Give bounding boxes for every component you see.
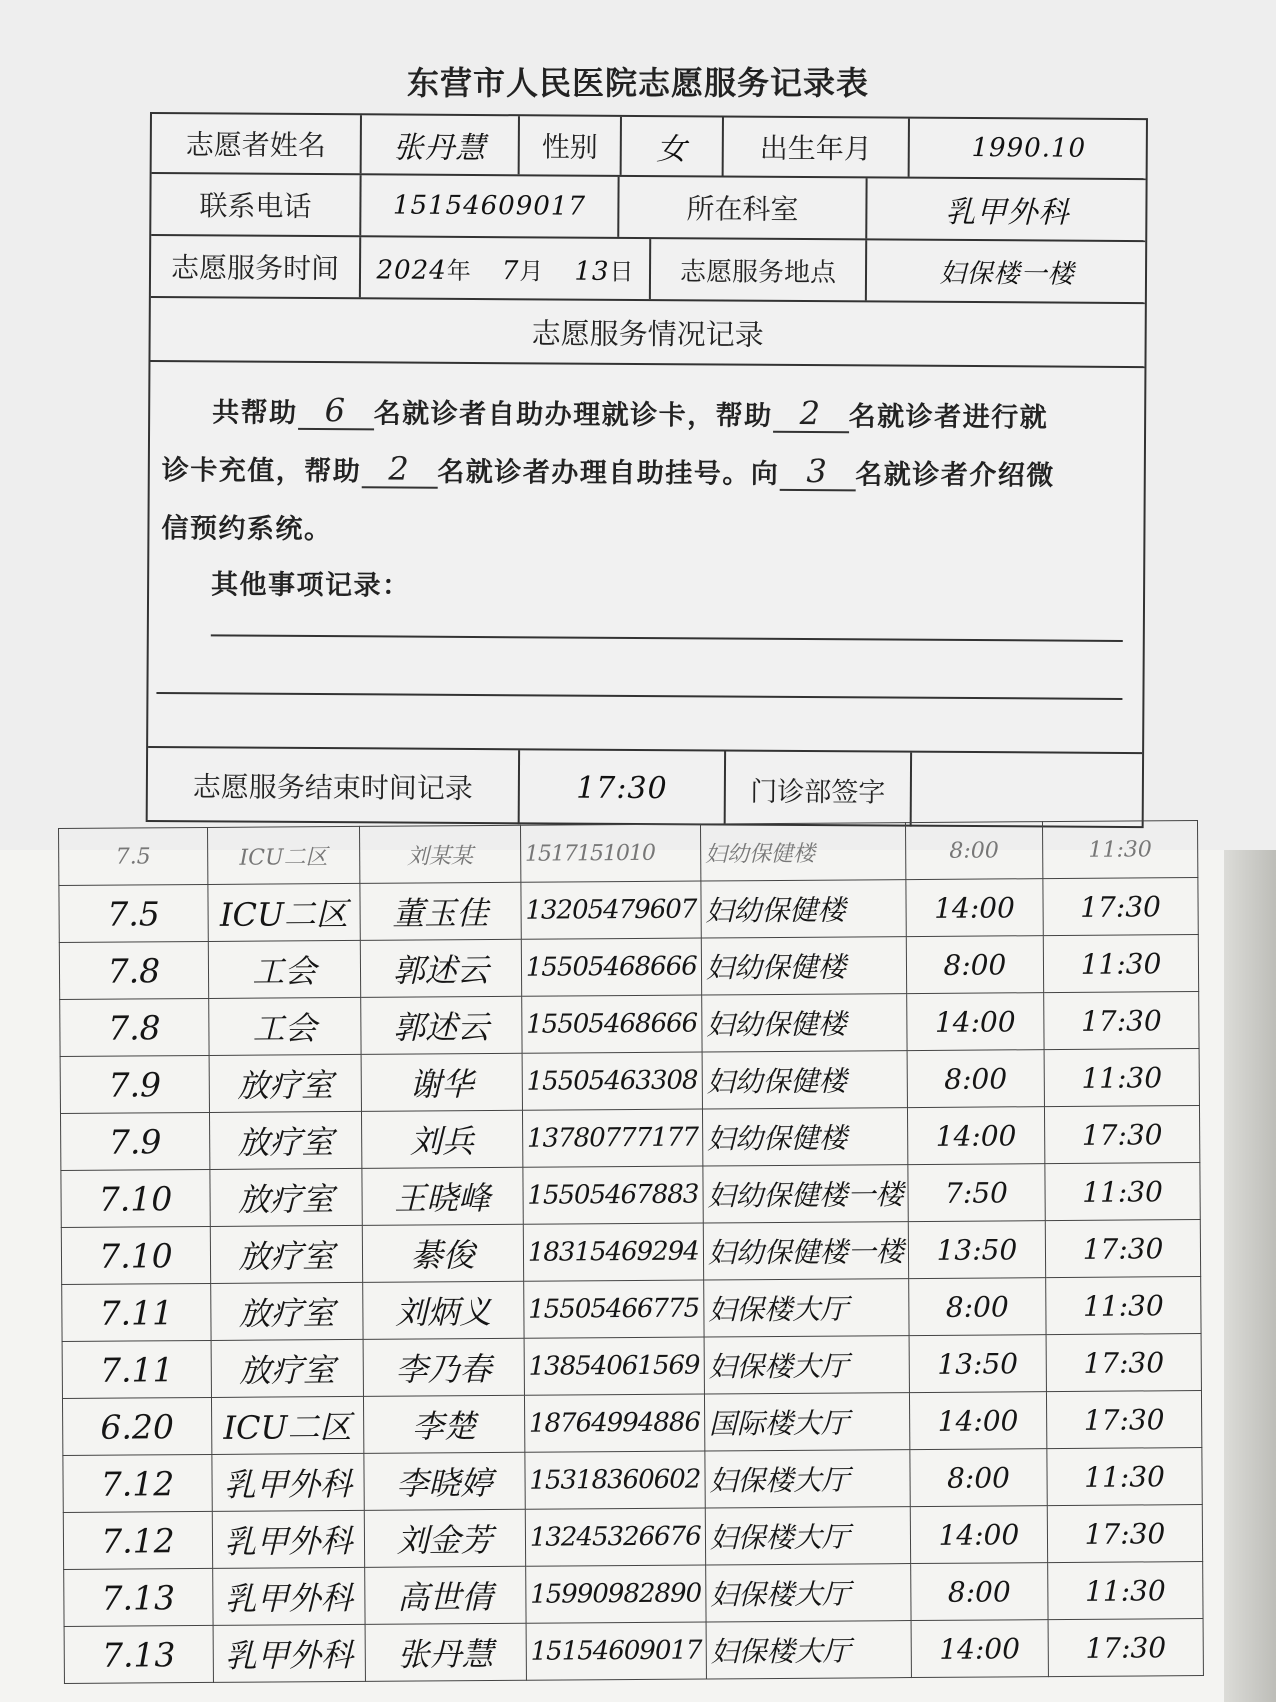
- log-cell-end: 17:30: [1044, 1106, 1199, 1164]
- log-cell-end: 17:30: [1048, 1619, 1203, 1677]
- value-service-place: 妇保楼一楼: [939, 258, 1075, 290]
- log-cell-start: 14:00: [909, 1392, 1047, 1450]
- log-cell-dept: 工会: [208, 940, 360, 998]
- log-cell-start: 8:00: [907, 1050, 1045, 1108]
- log-row: [62, 1334, 1201, 1399]
- log-cell-end: 11:30: [1048, 1562, 1203, 1620]
- label-end-time: 志愿服务结束时间记录: [148, 748, 520, 824]
- log-row: [59, 935, 1198, 1000]
- log-cell-phone: 15505467883: [523, 1166, 703, 1224]
- log-row: [59, 821, 1198, 886]
- log-cell-end: 11:30: [1042, 821, 1197, 879]
- log-cell-phone: 1517151010: [520, 824, 700, 882]
- log-cell-phone: 13205479607: [521, 881, 701, 939]
- log-row: [59, 878, 1198, 943]
- log-cell-phone: 18315469294: [523, 1223, 703, 1281]
- log-cell-dept: 乳甲外科: [212, 1510, 364, 1568]
- log-cell-end: 17:30: [1046, 1391, 1201, 1449]
- log-cell-start: 8:00: [906, 936, 1044, 994]
- log-cell-dept: ICU二区: [211, 1396, 363, 1454]
- log-cell-dept: ICU二区: [207, 826, 359, 884]
- record-line-2: 诊卡充值，帮助 2 名就诊者办理自助挂号。向 3 名就诊者介绍微: [161, 449, 1055, 492]
- log-cell-name: 谢华: [361, 1053, 522, 1111]
- section-header: 志愿服务情况记录: [150, 298, 1144, 368]
- log-cell-name: 王晓峰: [362, 1167, 523, 1225]
- log-cell-place: 妇幼保健楼: [701, 994, 906, 1052]
- log-cell-dept: 放疗室: [210, 1168, 362, 1226]
- volunteer-log-table: [58, 820, 1204, 1684]
- log-cell-name: 李晓婷: [364, 1452, 525, 1510]
- log-cell-name: 刘兵: [361, 1110, 522, 1168]
- value-month: 7: [501, 255, 520, 286]
- other-records-line-2: [156, 692, 1122, 700]
- log-cell-place: 妇幼保健楼: [702, 1051, 907, 1109]
- log-cell-place: 妇幼保健楼: [701, 880, 906, 938]
- log-cell-phone: 15505466775: [523, 1280, 703, 1338]
- log-cell-name: 郭述云: [360, 939, 521, 997]
- log-cell-date: 7.8: [59, 941, 208, 999]
- log-row: [60, 1106, 1199, 1171]
- record-line-3: 信预约系统。: [161, 513, 333, 546]
- log-cell-place: 妇保楼大厅: [705, 1450, 910, 1508]
- log-cell-start: 7:50: [908, 1164, 1046, 1222]
- value-year: 2024: [376, 254, 447, 286]
- log-cell-phone: 18764994886: [524, 1394, 704, 1452]
- log-cell-place: 妇保楼大厅: [706, 1621, 911, 1679]
- count-card-help: 6: [298, 392, 374, 430]
- label-phone: 联系电话: [151, 174, 361, 235]
- log-cell-start: 14:00: [911, 1620, 1049, 1678]
- log-cell-end: 11:30: [1044, 1049, 1199, 1107]
- log-cell-start: 14:00: [910, 1506, 1048, 1564]
- log-cell-place: 妇幼保健楼一楼: [703, 1222, 908, 1280]
- row-end-time: [148, 746, 1142, 828]
- log-cell-name: 刘炳义: [362, 1281, 523, 1339]
- log-cell-name: 刘金芳: [364, 1509, 525, 1567]
- log-cell-end: 11:30: [1046, 1277, 1201, 1335]
- log-cell-end: 11:30: [1043, 935, 1198, 993]
- log-cell-name: 郭述云: [360, 996, 521, 1054]
- log-cell-dept: 放疗室: [211, 1282, 363, 1340]
- value-service-date: [361, 237, 651, 299]
- log-cell-dept: ICU二区: [208, 883, 360, 941]
- other-records-label: 其他事项记录：: [211, 569, 411, 602]
- year-unit: 年: [446, 256, 471, 285]
- log-cell-date: 6.20: [62, 1397, 211, 1455]
- label-birth: 出生年月: [724, 118, 910, 177]
- label-department: 所在科室: [619, 177, 867, 239]
- log-cell-dept: 放疗室: [210, 1225, 362, 1283]
- log-cell-phone: 13780777177: [522, 1109, 702, 1167]
- log-row: [61, 1163, 1200, 1228]
- log-cell-place: 妇保楼大厅: [705, 1564, 910, 1622]
- log-cell-date: 7.11: [62, 1283, 211, 1341]
- log-cell-end: 17:30: [1046, 1334, 1201, 1392]
- value-signature: [912, 753, 1144, 828]
- log-cell-start: 8:00: [905, 822, 1043, 880]
- log-cell-place: 妇保楼大厅: [703, 1279, 908, 1337]
- label-volunteer-name: 志愿者姓名: [152, 114, 362, 173]
- log-cell-dept: 工会: [209, 997, 361, 1055]
- label-gender: 性别: [520, 116, 622, 175]
- count-recharge-help: 2: [773, 395, 849, 433]
- label-service-time: 志愿服务时间: [151, 236, 361, 297]
- value-gender: 女: [622, 117, 724, 176]
- log-cell-dept: 放疗室: [209, 1054, 361, 1112]
- form-title: 东营市人民医院志愿服务记录表: [406, 64, 869, 102]
- log-cell-name: 董玉佳: [360, 882, 521, 940]
- count-wechat-intro: 3: [779, 453, 855, 491]
- log-cell-name: 张丹慧: [365, 1623, 526, 1681]
- log-cell-date: 7.9: [60, 1112, 209, 1170]
- log-cell-name: 綦俊: [362, 1224, 523, 1282]
- log-cell-start: 14:00: [906, 993, 1044, 1051]
- other-records-line-1: [211, 634, 1123, 642]
- log-cell-place: 国际楼大厅: [704, 1393, 909, 1451]
- log-cell-place: 妇保楼大厅: [704, 1336, 909, 1394]
- log-cell-end: 17:30: [1045, 1220, 1200, 1278]
- value-volunteer-name: 张丹慧: [362, 115, 520, 174]
- log-cell-phone: 15505463308: [522, 1052, 702, 1110]
- log-cell-dept: 乳甲外科: [213, 1624, 365, 1682]
- log-row: [64, 1562, 1203, 1627]
- row-name-gender-birth: [152, 114, 1146, 180]
- log-cell-phone: 15505468666: [521, 938, 701, 996]
- value-department: 乳甲外科: [945, 194, 1070, 231]
- log-cell-dept: 放疗室: [211, 1339, 363, 1397]
- log-cell-date: 7.9: [60, 1055, 209, 1113]
- log-row: [62, 1277, 1201, 1342]
- log-cell-date: 7.5: [59, 884, 208, 942]
- log-cell-end: 11:30: [1047, 1448, 1202, 1506]
- log-row: [61, 1220, 1200, 1285]
- record-body: [148, 362, 1144, 748]
- log-row: [62, 1391, 1201, 1456]
- label-service-place: 志愿服务地点: [651, 239, 867, 300]
- log-cell-place: 妇保楼大厅: [705, 1507, 910, 1565]
- row-service-time-place: [151, 236, 1145, 304]
- log-cell-phone: 15990982890: [525, 1565, 705, 1623]
- log-cell-start: 14:00: [906, 879, 1044, 937]
- log-cell-phone: 13245326676: [525, 1508, 705, 1566]
- log-cell-name: 刘某某: [359, 825, 520, 883]
- log-cell-end: 17:30: [1044, 992, 1199, 1050]
- service-record-form-photo: [0, 0, 1276, 850]
- log-cell-phone: 15318360602: [525, 1451, 705, 1509]
- value-birth: 1990.10: [971, 133, 1087, 164]
- log-cell-name: 李乃春: [363, 1338, 524, 1396]
- log-cell-date: 7.13: [64, 1625, 213, 1683]
- log-cell-date: 7.8: [60, 998, 209, 1056]
- log-cell-start: 8:00: [908, 1278, 1046, 1336]
- log-cell-place: 妇幼保健楼一楼: [703, 1165, 908, 1223]
- log-cell-start: 13:50: [908, 1221, 1046, 1279]
- log-row: [60, 1049, 1199, 1114]
- log-cell-place: 妇幼保健楼: [702, 1108, 907, 1166]
- day-unit: 日: [609, 257, 634, 286]
- log-row: [64, 1619, 1203, 1684]
- log-row: [63, 1505, 1202, 1570]
- log-cell-date: 7.10: [61, 1169, 210, 1227]
- log-cell-phone: 15154609017: [526, 1622, 706, 1680]
- log-cell-start: 13:50: [909, 1335, 1047, 1393]
- month-unit: 月: [519, 256, 544, 285]
- log-cell-name: 高世倩: [364, 1566, 525, 1624]
- log-cell-phone: 13854061569: [524, 1337, 704, 1395]
- log-cell-date: 7.13: [64, 1568, 213, 1626]
- log-cell-date: 7.12: [63, 1454, 212, 1512]
- log-cell-dept: 放疗室: [209, 1111, 361, 1169]
- log-cell-dept: 乳甲外科: [212, 1453, 364, 1511]
- log-cell-date: 7.11: [62, 1340, 211, 1398]
- volunteer-log-sheet-photo: [0, 836, 1276, 1702]
- log-cell-name: 李楚: [363, 1395, 524, 1453]
- log-cell-end: 17:30: [1043, 878, 1198, 936]
- log-cell-phone: 15505468666: [521, 995, 701, 1053]
- log-cell-start: 8:00: [910, 1449, 1048, 1507]
- log-cell-end: 17:30: [1047, 1505, 1202, 1563]
- log-cell-place: 妇幼保健楼: [701, 937, 906, 995]
- log-cell-start: 8:00: [910, 1563, 1048, 1621]
- count-register-help: 2: [361, 450, 437, 488]
- log-row: [60, 992, 1199, 1057]
- log-cell-place: 妇幼保健楼: [700, 823, 905, 881]
- sheet-shadow-edge: [1224, 850, 1276, 1702]
- value-day: 13: [574, 256, 610, 287]
- record-line-1: 共帮助 6 名就诊者自助办理就诊卡，帮助 2 名就诊者进行就: [212, 391, 1049, 434]
- row-phone-department: [151, 174, 1145, 242]
- log-cell-date: 7.10: [61, 1226, 210, 1284]
- value-phone: 15154609017: [361, 175, 619, 237]
- log-row: [63, 1448, 1202, 1513]
- log-cell-start: 14:00: [907, 1107, 1045, 1165]
- label-signature: 门诊部签字: [726, 752, 912, 827]
- log-cell-dept: 乳甲外科: [213, 1567, 365, 1625]
- log-cell-end: 11:30: [1045, 1163, 1200, 1221]
- value-end-time: 17:30: [520, 750, 726, 825]
- log-cell-date: 7.12: [63, 1511, 212, 1569]
- log-cell-date: 7.5: [59, 827, 208, 885]
- form-grid: [146, 112, 1148, 828]
